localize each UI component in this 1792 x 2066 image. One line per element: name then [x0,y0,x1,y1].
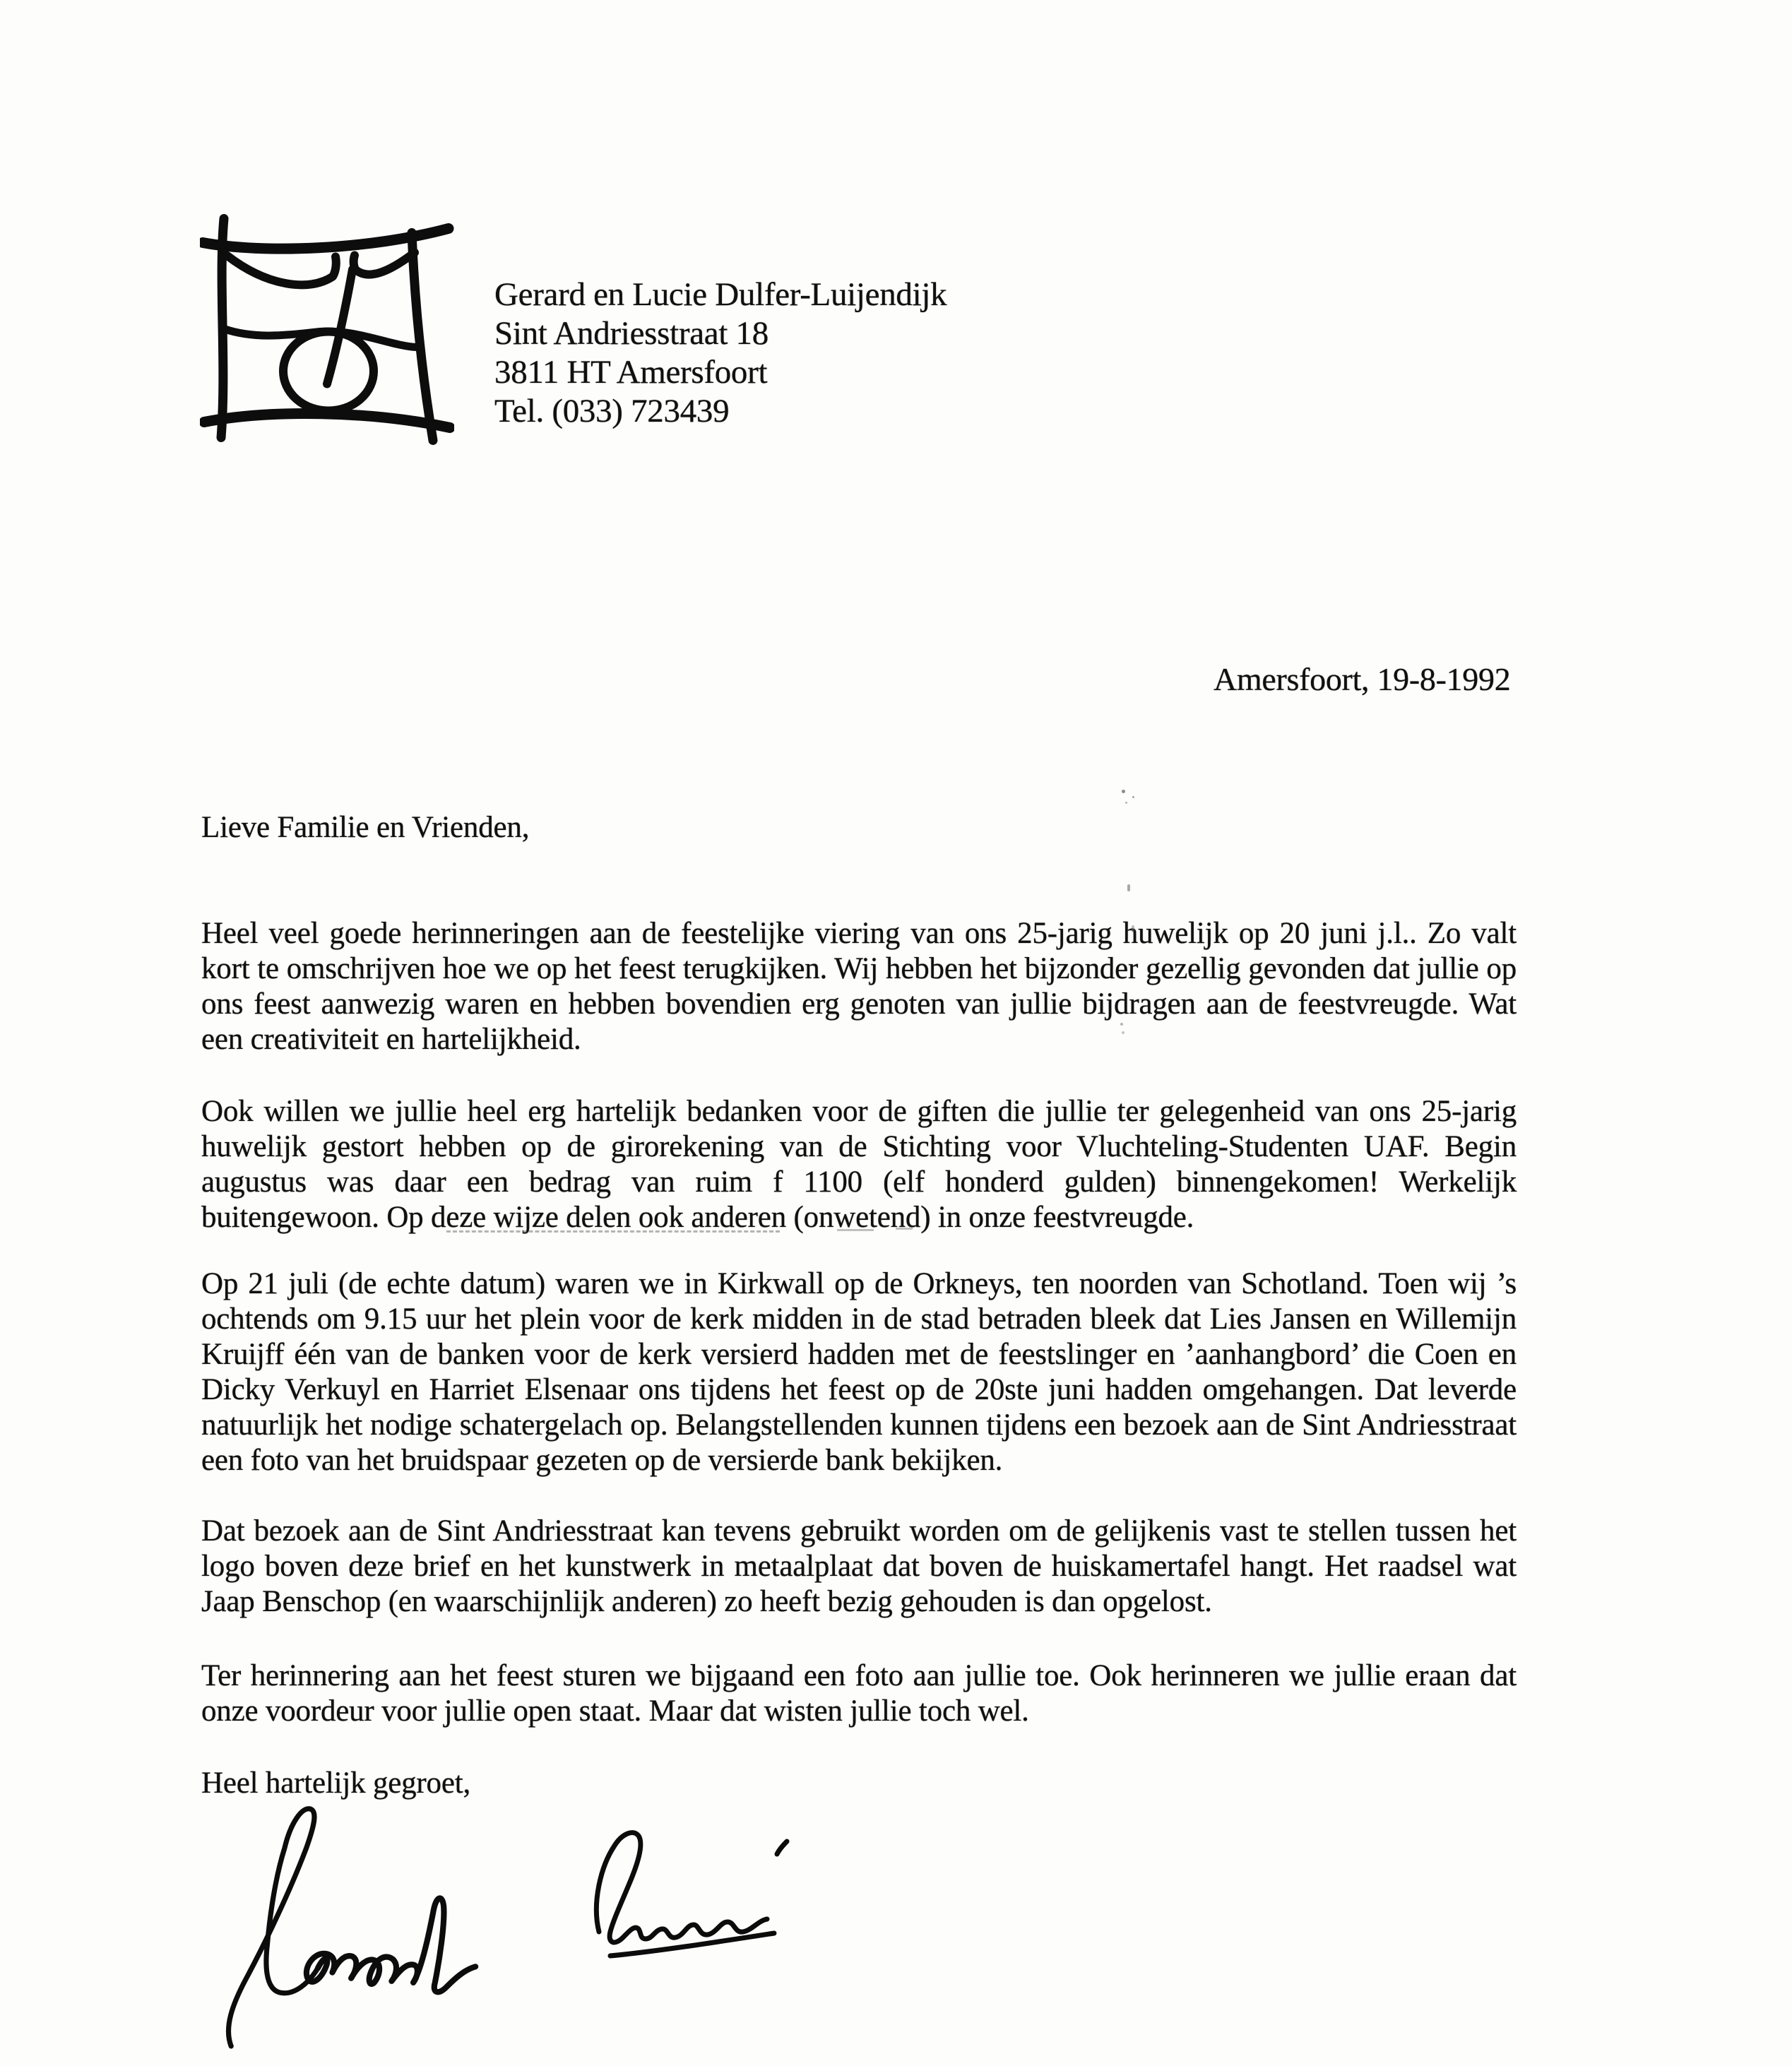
sender-phone: Tel. (033) 723439 [494,393,730,429]
paragraph-1: Heel veel goede herinneringen aan de feestelijke viering van ons 25-jarig huwelijk op 20 juni j.l.. Zo valt kort te omschrijven hoe we op het feest terugkijken. Wij hebben het bijzonder gezellig gevonden dat jullie op ons feest aanwezig waren en hebben bovendien erg genoten van jullie bijdragen aan de feestvreugde. Wat een creativiteit en hartelijkheid. [201,917,1517,1056]
closing-salutation: Heel hartelijk gegroet, [201,1767,471,1800]
signature-gerard [203,1803,493,2049]
letter-body [201,810,1517,1801]
signature-lucie-strokes [550,1826,825,1971]
sender-street: Sint Andriesstraat 18 [494,315,769,352]
paragraph-5: Ter herinnering aan het feest sturen we bijgaand een foto aan jullie toe. Ook herinneren we jullie eraan dat onze voordeur voor jullie open staat. Maar dat wisten jullie toch wel. [201,1659,1517,1728]
signature-gerard-strokes [203,1803,493,2049]
letterhead-logo [200,209,454,448]
abstract-emblem-icon [200,209,454,448]
sender-name: Gerard en Lucie Dulfer-Luijendijk [494,276,947,313]
sender-city: 3811 HT Amersfoort [494,354,768,391]
paragraph-4: Dat bezoek aan de Sint Andriesstraat kan tevens gebruikt worden om de gelijkenis vast te stellen tussen het logo boven deze brief en het kunstwerk in metaalplaat dat boven de huiskamertafel hangt. Het raadsel wat Jaap Benschop (en waarschijnlijk anderen) zo heeft bezig gehouden is dan opgelost. [201,1514,1517,1618]
salutation: Lieve Familie en Vrienden, [201,811,530,844]
paragraph-3: Op 21 juli (de echte datum) waren we in Kirkwall op de Orkneys, ten noorden van Schotland. Toen wij ’s ochtends om 9.15 uur het plein voor de kerk midden in de stad betraden bleek dat Lies Jansen en Willemijn Kruijff één van de banken voor de kerk versierd hadden met de feestslinger en ’aanhangbord’ die Coen en Dicky Verkuyl en Harriet Elsenaar ons tijdens het feest op de 20ste juni hadden omgehangen. Dat leverde natuurlijk het nodige schatergelach op. Belangstellenden kunnen tijdens een bezoek aan de Sint Andriesstraat een foto van het bruidspaar gezeten op de versierde bank bekijken. [201,1267,1517,1477]
sender-address-block [494,275,947,431]
paragraph-2: Ook willen we jullie heel erg hartelijk bedanken voor de giften die jullie ter gelegenheid van ons 25-jarig huwelijk gestort hebben op de girorekening van de Stichting voor Vluchteling-Studenten UAF. Begin augustus was daar een bedrag van ruim f 1100 (elf honderd gulden) binnengekomen! Werkelijk buitengewoon. Op deze wijze delen ook anderen (onwetend) in onze feestvreugde. [201,1095,1517,1234]
date-line: Amersfoort, 19-8-1992 [1214,661,1511,697]
scan-artifact-speck [1122,790,1125,793]
signature-lucie [550,1826,825,1971]
